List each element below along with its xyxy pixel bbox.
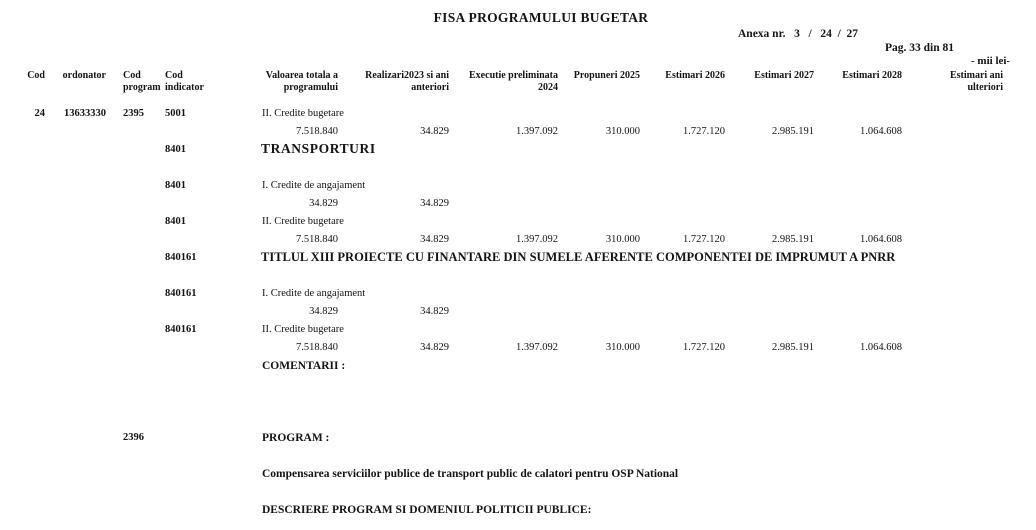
cod-indicator-cell: 840161 [165, 252, 197, 263]
ordonator-cell: 13633330 [64, 108, 106, 119]
cod-indicator-cell: 8401 [165, 180, 186, 191]
table-row [0, 196, 1036, 214]
table-row [0, 304, 1036, 322]
column-header-line: Estimari 2028 [842, 70, 902, 81]
blank-line [0, 160, 1036, 178]
blank-line [0, 484, 1036, 502]
table-row [0, 466, 1036, 484]
credit-type-label: II. Credite bugetare [262, 324, 344, 335]
column-header-realizari-2023 [339, 70, 449, 94]
credit-type-label: I. Credite de angajament [262, 288, 366, 299]
table-body [0, 106, 1036, 520]
value-cell: 1.064.608 [860, 342, 902, 353]
column-header-estimari-2027 [714, 70, 814, 82]
section-heading: DESCRIERE PROGRAM SI DOMENIUL POLITICII PUBLICE: [262, 504, 592, 516]
cod-indicator-cell: 840161 [165, 288, 197, 299]
value-cell: 310.000 [605, 234, 640, 245]
credit-type-label: II. Credite bugetare [262, 108, 344, 119]
value-cell: 2.985.191 [772, 342, 814, 353]
value-cell: 34.829 [420, 126, 449, 137]
column-header-line: Executie preliminata [469, 70, 558, 81]
value-cell: 7.518.840 [296, 234, 338, 245]
column-header-line: Estimari 2027 [754, 70, 814, 81]
column-header-line: Cod [165, 70, 183, 81]
column-header-line: ordonator [62, 70, 106, 81]
value-cell: 34.829 [309, 198, 338, 209]
value-cell: 34.829 [420, 234, 449, 245]
column-header-valoarea-totala [208, 70, 338, 94]
column-header-line: 2024 [538, 82, 558, 93]
value-cell: 1.397.092 [516, 126, 558, 137]
table-row [0, 430, 1036, 448]
table-row [0, 124, 1036, 142]
value-cell: 310.000 [605, 126, 640, 137]
section-title: TITLUL XIII PROIECTE CU FINANTARE DIN SUMELE AFERENTE COMPONENTEI DE IMPRUMUT A PNRR [261, 250, 896, 264]
table-row [0, 502, 1036, 520]
cod-indicator-cell: 840161 [165, 324, 197, 335]
table-row [0, 214, 1036, 232]
cod-indicator-cell: 8401 [165, 144, 186, 155]
cod-indicator-cell: 5001 [165, 108, 186, 119]
column-header-cod-program [123, 70, 168, 94]
table-row [0, 250, 1036, 268]
section-title: TRANSPORTURI [261, 141, 376, 156]
table-row [0, 340, 1036, 358]
value-cell: 7.518.840 [296, 126, 338, 137]
value-cell: 310.000 [605, 342, 640, 353]
value-cell: 1.397.092 [516, 234, 558, 245]
column-header-line: Cod [27, 70, 45, 81]
cod-cell: 24 [34, 108, 45, 119]
column-header-cod [18, 70, 45, 82]
cod-program-cell: 2396 [123, 432, 144, 443]
table-row [0, 232, 1036, 250]
column-header-line: anteriori [411, 82, 449, 93]
table-row [0, 358, 1036, 376]
annex-reference: Anexa nr. 3 / 24 / 27 [738, 28, 859, 40]
value-cell: 1.727.120 [683, 126, 725, 137]
column-header-line: Propuneri 2025 [573, 70, 640, 81]
blank-line [0, 394, 1036, 412]
value-cell: 1.727.120 [683, 234, 725, 245]
value-cell: 1.064.608 [860, 234, 902, 245]
column-header-estimari-2028 [802, 70, 902, 82]
section-heading: PROGRAM : [262, 432, 330, 444]
table-row [0, 286, 1036, 304]
column-header-line: Realizari2023 si ani [365, 70, 449, 81]
column-header-line: Estimari 2026 [665, 70, 725, 81]
section-heading: Compensarea serviciilor publice de transport public de calatori pentru OSP National [262, 468, 679, 480]
blank-line [0, 412, 1036, 430]
value-cell: 34.829 [309, 306, 338, 317]
section-heading: COMENTARII : [262, 360, 346, 372]
column-header-ordonator [48, 70, 106, 82]
column-header-line: Cod [123, 70, 141, 81]
value-cell: 34.829 [420, 342, 449, 353]
column-header-estimari-ulteriori [903, 70, 1003, 94]
table-row [0, 142, 1036, 160]
column-header-line: indicator [165, 82, 204, 93]
value-cell: 2.985.191 [772, 126, 814, 137]
currency-unit-label: - mii lei- [971, 55, 1011, 67]
blank-line [0, 376, 1036, 394]
page-number: Pag. 33 din 81 [885, 42, 955, 54]
document-title: FISA PROGRAMULUI BUGETAR [433, 10, 649, 25]
blank-line [0, 268, 1036, 286]
value-cell: 7.518.840 [296, 342, 338, 353]
table-row [0, 178, 1036, 196]
value-cell: 34.829 [420, 306, 449, 317]
cod-program-cell: 2395 [123, 108, 144, 119]
table-row [0, 106, 1036, 124]
column-header-line: Valoarea totala a [265, 70, 338, 81]
value-cell: 1.064.608 [860, 126, 902, 137]
table-row [0, 322, 1036, 340]
column-header-estimari-2026 [625, 70, 725, 82]
column-header-line: Estimari ani [949, 70, 1003, 81]
value-cell: 1.727.120 [683, 342, 725, 353]
cod-indicator-cell: 8401 [165, 216, 186, 227]
blank-line [0, 448, 1036, 466]
value-cell: 2.985.191 [772, 234, 814, 245]
column-header-line: programului [283, 82, 338, 93]
credit-type-label: I. Credite de angajament [262, 180, 366, 191]
column-header-line: ulteriori [967, 82, 1003, 93]
value-cell: 1.397.092 [516, 342, 558, 353]
credit-type-label: II. Credite bugetare [262, 216, 344, 227]
column-header-line: program [123, 82, 161, 93]
value-cell: 34.829 [420, 198, 449, 209]
